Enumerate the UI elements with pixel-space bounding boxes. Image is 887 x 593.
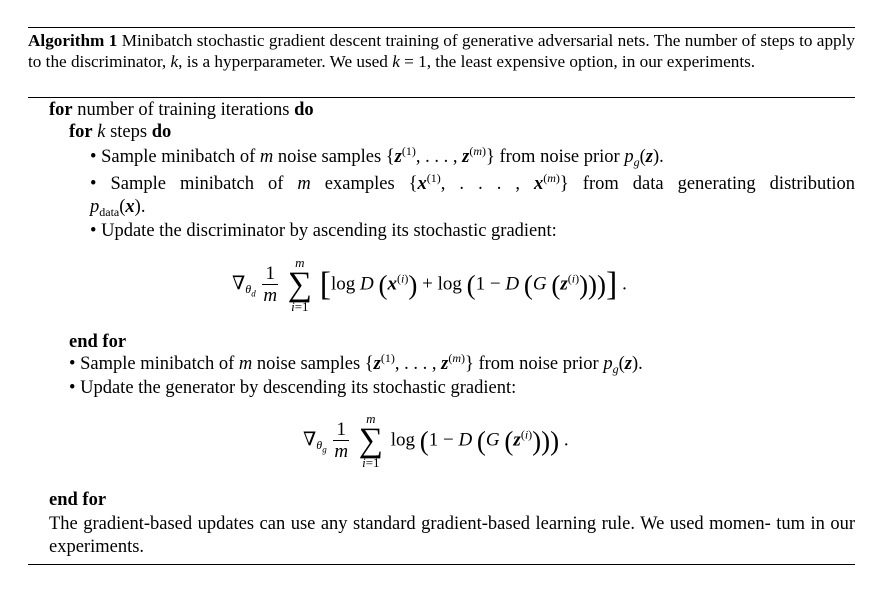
- end-inner-for: end for: [69, 332, 127, 352]
- g-sample-noise-line: • Sample minibatch of m noise samples {$z^{(1)}$, . . . , $z^{(m)}$} from noise prior $p_g(z)$.: [69, 351, 643, 376]
- algorithm-label: Algorithm 1: [28, 31, 118, 50]
- inner-for-text: steps: [110, 122, 148, 142]
- caption-rule: [28, 97, 855, 98]
- do-keyword: do: [151, 122, 172, 142]
- algorithm-caption: [28, 31, 855, 72]
- for-keyword: for: [69, 122, 93, 142]
- outer-for-line: [49, 99, 314, 121]
- top-rule: [28, 27, 855, 28]
- inner-for-line: [69, 121, 171, 143]
- generator-gradient-equation: $\nabla_{\theta_g}$ $\frac{1}{m}$ m ∑ i=1 log (1 − D (G $(z^{(i)})$)) .: [303, 411, 569, 470]
- outer-for-text: number of training iterations: [77, 100, 290, 120]
- k-variable: k: [97, 122, 106, 142]
- do-keyword: do: [294, 100, 314, 120]
- d-sample-data-line-cont: $p_{data}(x)$.: [90, 197, 146, 219]
- d-sample-noise-line: • Sample minibatch of m noise samples {$z^{(1)}$, . . . , $z^{(m)}$} from noise prior $p_g(z)$.: [90, 144, 664, 169]
- d-sample-data-line: • Sample minibatch of m examples {$x^{(1)}$, . . . , $x^{(m)}$} from data generating distribution: [90, 171, 855, 194]
- discriminator-gradient-equation: $\nabla_{\theta_d}$ $\frac{1}{m}$ m ∑ i=1 [log D $(x^{(i)}) + \log (1 - D$ (G $(z^{(i)})$))] .: [232, 255, 627, 314]
- bottom-rule: [28, 564, 855, 565]
- end-outer-for: end for: [49, 490, 107, 510]
- g-update-line: • Update the generator by descending its stochastic gradient:: [69, 378, 517, 398]
- footer-note: The gradient-based updates can use any standard gradient-based learning rule. We used momen- tum in our experiments.: [49, 514, 855, 557]
- d-update-line: • Update the discriminator by ascending its stochastic gradient:: [90, 221, 557, 241]
- caption-text: Minibatch stochastic gradient descent training of generative adversarial nets. The number of steps to apply to the discriminator, k, is a hyperparameter. We used k = 1, the least expensive option, in our experiments.: [28, 31, 855, 71]
- for-keyword: for: [49, 100, 73, 120]
